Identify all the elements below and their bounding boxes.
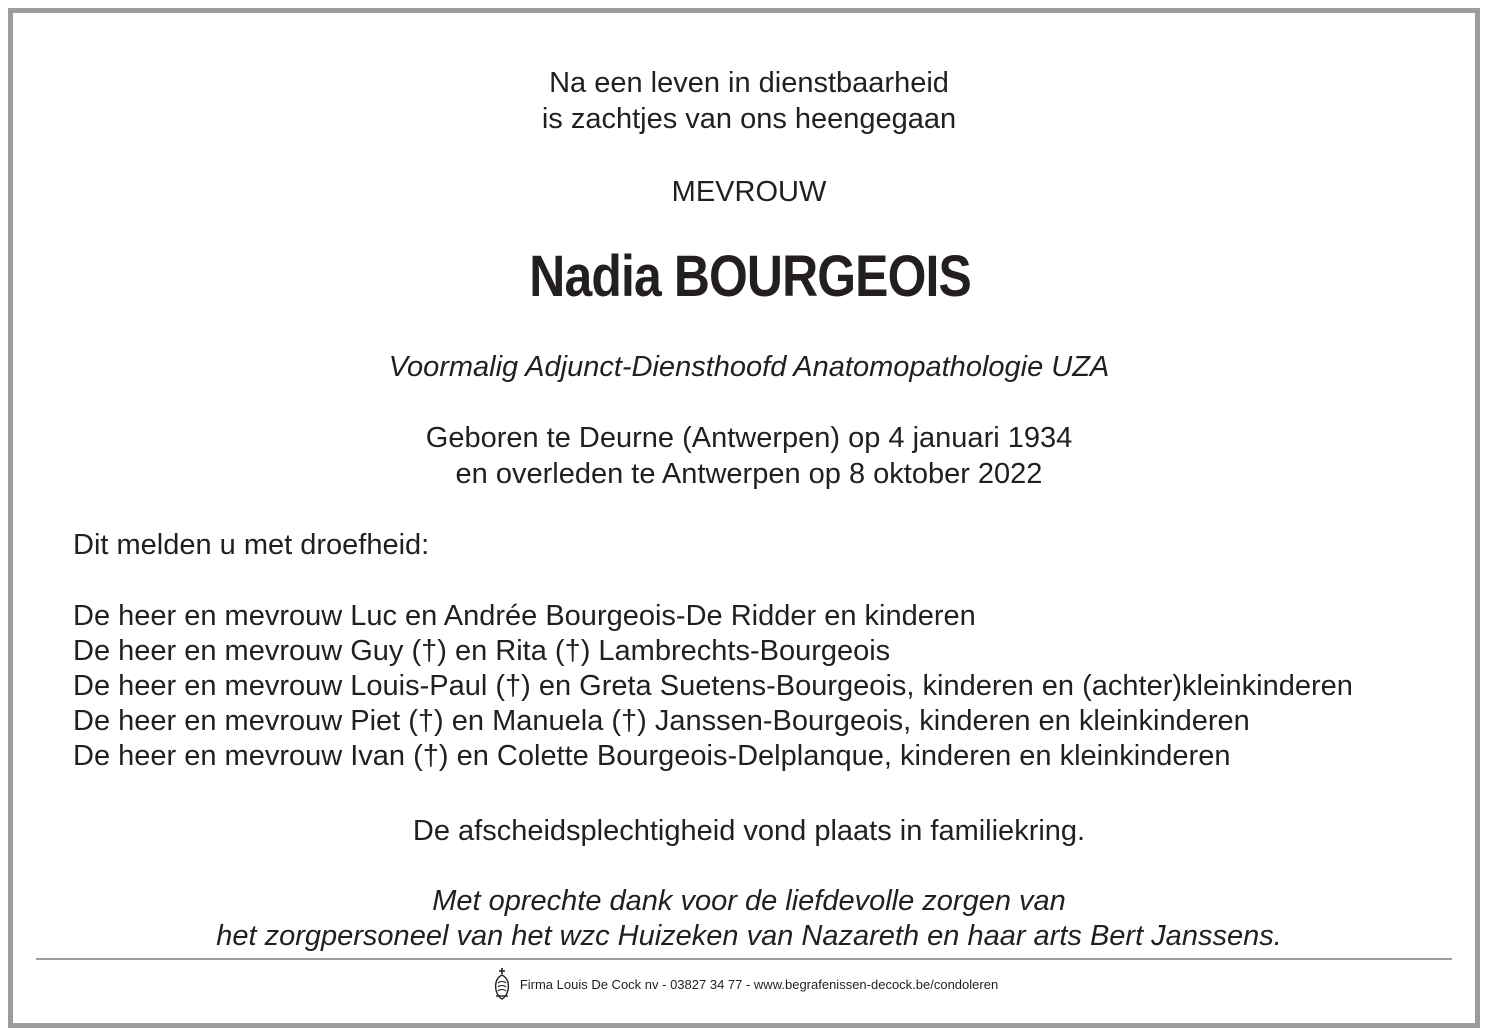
footer-divider [36,958,1452,960]
deceased-name: Nadia BOURGEOIS [529,244,971,309]
thanks-line-1: Met oprechte dank voor de liefdevolle zorgen van [432,885,1066,917]
thanks-line-2: het zorgpersoneel van het wzc Huizeken van Nazareth en haar arts Bert Janssens. [216,920,1282,952]
family-line: De heer en mevrouw Louis-Paul (†) en Greta Suetens-Bourgeois, kinderen en (achter)kleinkinderen [73,670,1353,702]
death-line: en overleden te Antwerpen op 8 oktober 2022 [455,458,1043,490]
family-line: De heer en mevrouw Guy (†) en Rita (†) Lambrechts-Bourgeois [73,635,891,667]
footer-contact: Firma Louis De Cock nv - 03827 34 77 - www.begrafenissen-decock.be/condoleren [519,976,999,992]
title-label: MEVROUW [671,176,827,208]
announcement-line: Dit melden u met droefheid: [73,529,430,561]
family-line: De heer en mevrouw Luc en Andrée Bourgeois-De Ridder en kinderen [73,600,976,632]
family-line: De heer en mevrouw Piet (†) en Manuela (†) Janssen-Bourgeois, kinderen en kleinkinderen [73,705,1250,737]
former-function: Voormalig Adjunct-Diensthoofd Anatomopathologie UZA [388,351,1110,383]
intro-line-2: is zachtjes van ons heengegaan [541,103,957,135]
family-line: De heer en mevrouw Ivan (†) en Colette Bourgeois-Delplanque, kinderen en kleinkinderen [73,740,1231,772]
intro-line-1: Na een leven in dienstbaarheid [549,67,949,99]
funeral-home-logo-icon [490,966,514,1002]
ceremony-line: De afscheidsplechtigheid vond plaats in familiekring. [412,815,1086,847]
notice-frame [8,8,1480,1028]
footer [0,964,1488,1004]
birth-line: Geboren te Deurne (Antwerpen) op 4 januari 1934 [425,422,1073,454]
